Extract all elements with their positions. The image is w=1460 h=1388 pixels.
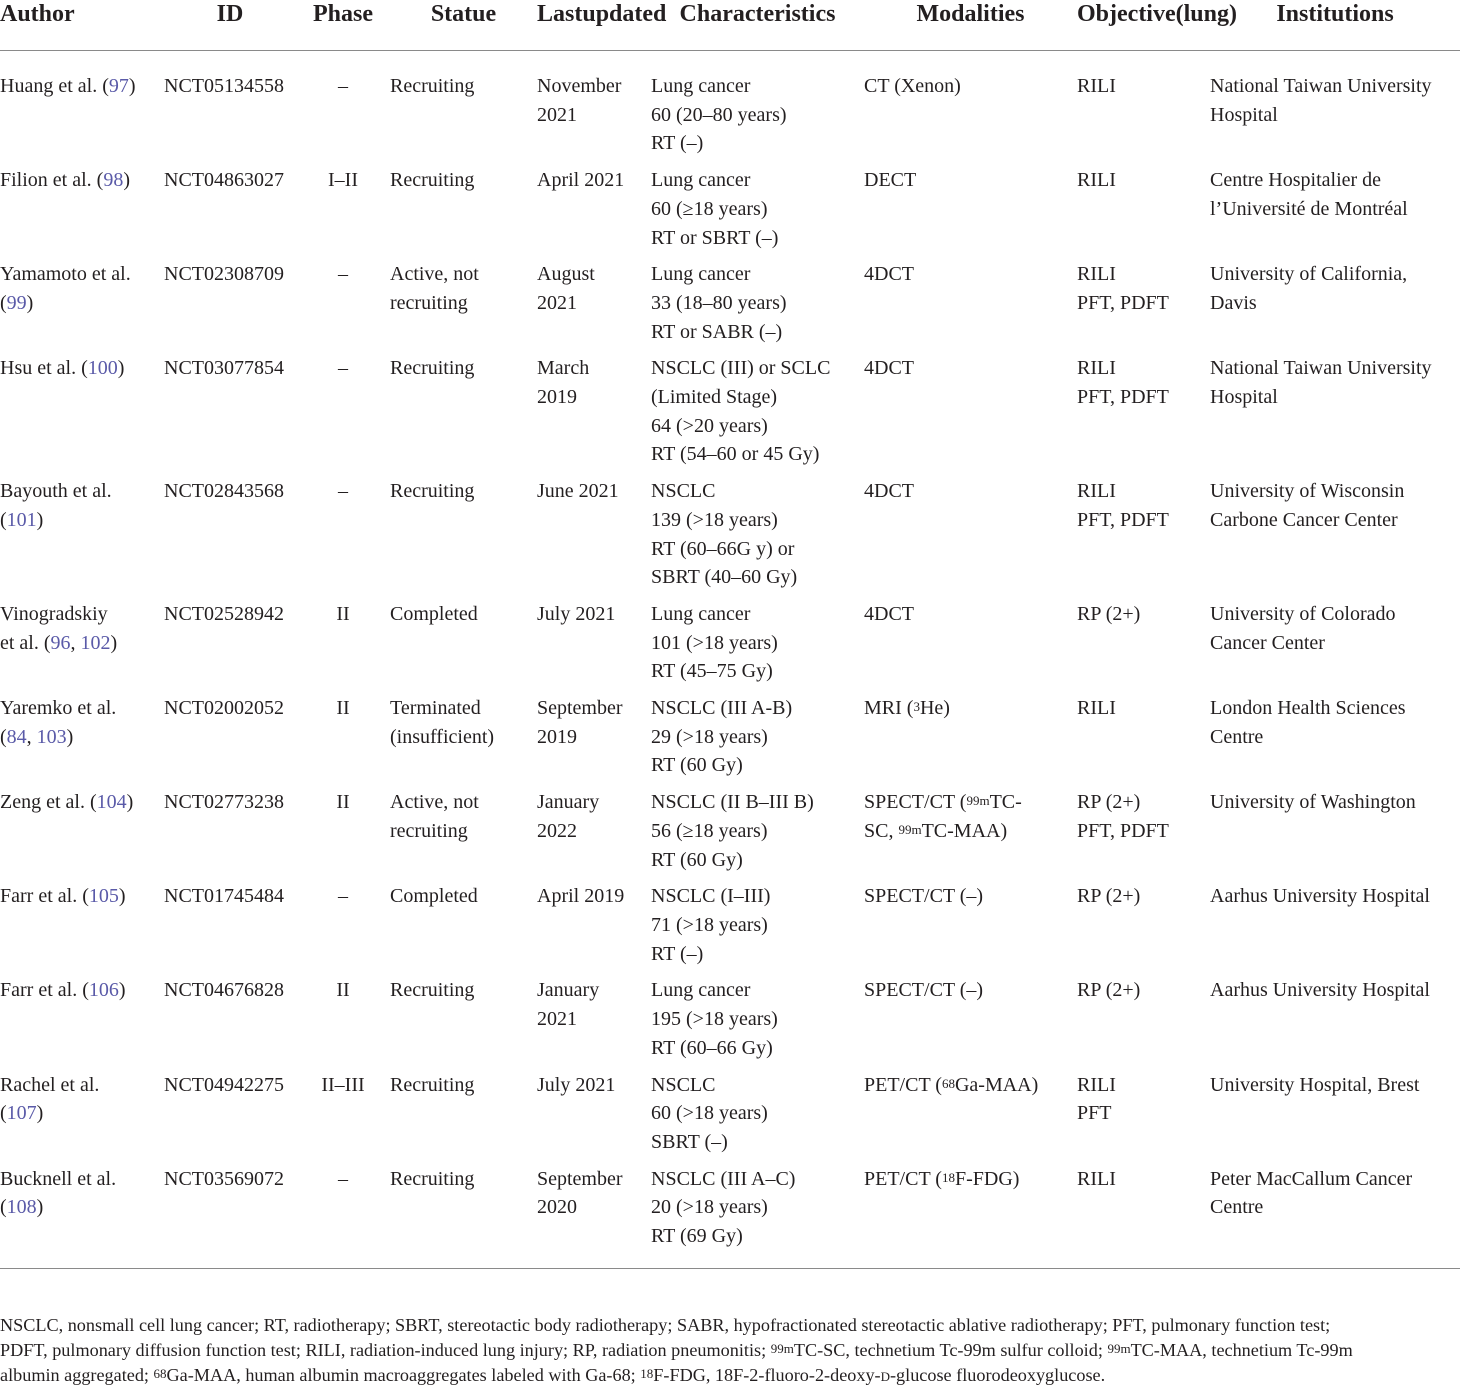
id-cell: NCT02308709 (164, 263, 284, 286)
objective-cell: RILI (1077, 75, 1116, 97)
col-id: ID (216, 1, 244, 27)
table-row (0, 600, 1460, 694)
author-cell: Vinogradskiy et al. (96, 102) (0, 602, 118, 654)
characteristics-cell: Lung cancer 33 (18–80 years) RT or SABR (–) (651, 263, 787, 343)
modality-cell: SPECT/CT (–) (864, 885, 984, 908)
phase-cell: II (336, 791, 350, 814)
col-objective: Objective(lung) (1077, 1, 1237, 27)
table-row (0, 1165, 1460, 1269)
col-modalities: Modalities (916, 1, 1025, 27)
characteristics-cell: Lung cancer 60 (≥18 years) RT or SBRT (–) (651, 169, 779, 249)
updated-cell: March 2019 (537, 357, 590, 409)
id-cell: NCT04942275 (164, 1073, 284, 1096)
table-row (0, 976, 1460, 1070)
table-row (0, 166, 1460, 260)
phase-cell: I–II (328, 169, 358, 192)
reference-link[interactable]: 96 (50, 631, 71, 654)
table-row (0, 354, 1460, 477)
col-characteristics: Characteristics (679, 1, 836, 27)
institution-cell: University of Wisconsin Carbone Cancer Center (1210, 480, 1405, 531)
phase-cell: – (338, 885, 348, 908)
institution-cell: Centre Hospitalier de l’Université de Montréal (1210, 169, 1408, 220)
characteristics-cell: NSCLC (III A–C) 20 (>18 years) RT (69 Gy) (651, 1167, 796, 1248)
reference-link[interactable]: 108 (6, 1196, 37, 1219)
col-institutions: Institutions (1276, 1, 1394, 27)
footnote-line: NSCLC, nonsmall cell lung cancer; RT, radiotherapy; SBRT, stereotactic body radiotherapy; SABR, hypofractionated stereotactic ablative radiotherapy; PFT, pulmonary function test; (0, 1315, 1331, 1335)
statue-cell: Active, not recruiting (390, 791, 479, 842)
author-cell: Farr et al. (106) (0, 979, 126, 1002)
characteristics-cell: Lung cancer 60 (20–80 years) RT (–) (651, 75, 787, 155)
id-cell: NCT02773238 (164, 791, 284, 814)
modality-cell: CT (Xenon) (864, 75, 961, 97)
footnote-line: albumin aggregated; $^{68}$Ga-MAA, human albumin macroaggregates labeled with Ga-68; $^{18}$F-FDG, 18F-2-fluoro-2-deoxy-d-glucose fluorodeoxyglucose. (0, 1365, 1106, 1385)
statue-cell: Recruiting (390, 75, 475, 97)
table-row (0, 882, 1460, 976)
col-statue: Statue (430, 1, 497, 27)
institution-cell: Peter MacCallum Cancer Centre (1210, 1167, 1413, 1219)
characteristics-cell: NSCLC (II B–III B) 56 (≥18 years) RT (60 Gy) (651, 791, 814, 871)
updated-cell: January 2021 (537, 979, 600, 1031)
modality-cell: PET/CT ($^{18}$F-FDG) (864, 1167, 1020, 1190)
col-last-updated: Lastupdated (537, 1, 667, 27)
characteristics-cell: Lung cancer 101 (>18 years) RT (45–75 Gy) (651, 602, 778, 683)
updated-cell: July 2021 (537, 602, 616, 625)
phase-cell: – (338, 480, 348, 503)
institution-cell: University of Washington (1210, 791, 1416, 814)
statue-cell: Active, not recruiting (390, 263, 479, 314)
reference-link[interactable]: 104 (96, 791, 127, 814)
author-cell: Bucknell et al. (108) (0, 1167, 117, 1219)
updated-cell: August 2021 (537, 263, 595, 314)
objective-cell: RILI PFT, PDFT (1077, 263, 1169, 314)
phase-cell: – (338, 1167, 348, 1190)
author-cell: Farr et al. (105) (0, 885, 126, 908)
phase-cell: – (338, 75, 348, 97)
id-cell: NCT02843568 (164, 480, 284, 503)
characteristics-cell: NSCLC (I–III) 71 (>18 years) RT (–) (651, 885, 771, 965)
author-cell: Yaremko et al. (84, 103) (0, 697, 117, 748)
statue-cell: Completed (390, 602, 478, 625)
id-cell: NCT04676828 (164, 979, 284, 1002)
objective-cell: RP (2+) PFT, PDFT (1077, 791, 1169, 842)
author-cell: Hsu et al. (100) (0, 357, 125, 380)
col-phase: Phase (313, 1, 373, 27)
statue-cell: Recruiting (390, 169, 475, 192)
updated-cell: April 2021 (537, 169, 625, 192)
statue-cell: Terminated (insufficient) (390, 697, 495, 748)
author-cell: Zeng et al. (104) (0, 791, 134, 814)
phase-cell: – (338, 357, 348, 380)
institution-cell: University Hospital, Brest (1210, 1073, 1420, 1096)
updated-cell: November 2021 (537, 75, 622, 126)
author-cell: Bayouth et al. (101) (0, 480, 112, 531)
objective-cell: RILI (1077, 1167, 1116, 1190)
reference-link[interactable]: 99 (6, 291, 27, 314)
modality-cell: 4DCT (864, 357, 914, 380)
phase-cell: II (336, 697, 350, 720)
modality-cell: DECT (864, 169, 917, 192)
phase-cell: II (336, 602, 350, 625)
id-cell: NCT03569072 (164, 1167, 284, 1190)
characteristics-cell: NSCLC 60 (>18 years) SBRT (–) (651, 1073, 768, 1153)
author-cell: Huang et al. (97) (0, 75, 136, 97)
institution-cell: University of Colorado Cancer Center (1210, 602, 1396, 654)
id-cell: NCT04863027 (164, 169, 284, 192)
updated-cell: July 2021 (537, 1073, 616, 1096)
modality-cell: PET/CT ($^{68}$Ga-MAA) (864, 1073, 1039, 1096)
phase-cell: II–III (321, 1073, 365, 1096)
institution-cell: University of California, Davis (1210, 263, 1408, 314)
modality-cell: 4DCT (864, 480, 914, 503)
updated-cell: January 2022 (537, 791, 600, 842)
reference-link[interactable]: 100 (87, 357, 118, 380)
table-row (0, 694, 1460, 788)
id-cell: NCT02002052 (164, 697, 284, 720)
statue-cell: Completed (390, 885, 478, 908)
reference-link[interactable]: 101 (6, 508, 37, 531)
updated-cell: September 2019 (537, 697, 623, 748)
reference-link[interactable]: 107 (6, 1102, 37, 1125)
table-row (0, 1071, 1460, 1165)
statue-cell: Recruiting (390, 1073, 475, 1096)
reference-link[interactable]: 103 (36, 725, 67, 748)
id-cell: NCT05134558 (164, 75, 284, 97)
header-row (0, 0, 1460, 51)
statue-cell: Recruiting (390, 480, 475, 503)
phase-cell: – (338, 263, 348, 286)
modality-cell: 4DCT (864, 263, 914, 286)
modality-cell: 4DCT (864, 602, 914, 625)
reference-link[interactable]: 105 (88, 885, 119, 908)
updated-cell: June 2021 (537, 480, 619, 503)
institution-cell: Aarhus University Hospital (1210, 885, 1430, 908)
characteristics-cell: Lung cancer 195 (>18 years) RT (60–66 Gy) (651, 979, 778, 1059)
footnote-line: PDFT, pulmonary diffusion function test; RILI, radiation-induced lung injury; RP, radiation pneumonitis; $^{99m}$TC-SC, technetium Tc-99m sulfur colloid; $^{99m}$TC-MAA, technetium Tc-99m (0, 1340, 1353, 1360)
statue-cell: Recruiting (390, 979, 475, 1002)
institution-cell: National Taiwan University Hospital (1210, 75, 1432, 126)
statue-cell: Recruiting (390, 1167, 475, 1190)
objective-cell: RP (2+) (1077, 885, 1141, 908)
phase-cell: II (336, 979, 350, 1002)
institution-cell: National Taiwan University Hospital (1210, 357, 1432, 409)
objective-cell: RILI PFT (1077, 1073, 1116, 1125)
reference-link[interactable]: 98 (103, 169, 124, 192)
objective-cell: RILI PFT, PDFT (1077, 357, 1169, 409)
table-row (0, 477, 1460, 600)
objective-cell: RILI (1077, 697, 1116, 720)
reference-link[interactable]: 97 (108, 75, 129, 97)
characteristics-cell: NSCLC (III) or SCLC (Limited Stage) 64 (>20 years) RT (54–60 or 45 Gy) (651, 357, 831, 466)
reference-link[interactable]: 106 (88, 979, 119, 1002)
table-row (0, 51, 1460, 167)
table-footnote (0, 1313, 1460, 1388)
modality-cell: SPECT/CT (–) (864, 979, 984, 1002)
id-cell: NCT02528942 (164, 602, 284, 625)
updated-cell: September 2020 (537, 1167, 623, 1219)
reference-link[interactable]: 84 (6, 725, 27, 748)
characteristics-cell: NSCLC 139 (>18 years) RT (60–66G y) or SBRT (40–60 Gy) (651, 480, 798, 589)
table-row (0, 788, 1460, 882)
author-cell: Yamamoto et al. (99) (0, 263, 131, 314)
id-cell: NCT01745484 (164, 885, 284, 908)
objective-cell: RP (2+) (1077, 979, 1141, 1002)
objective-cell: RILI (1077, 169, 1116, 192)
author-cell: Filion et al. (98) (0, 169, 130, 192)
author-cell: Rachel et al. (107) (0, 1073, 100, 1125)
modality-cell: SPECT/CT ($^{99m}$TC- SC, $^{99m}$TC-MAA) (864, 791, 1022, 842)
institution-cell: London Health Sciences Centre (1210, 697, 1406, 748)
modality-cell: MRI ($^3$He) (864, 697, 950, 720)
characteristics-cell: NSCLC (III A-B) 29 (>18 years) RT (60 Gy) (651, 697, 793, 777)
id-cell: NCT03077854 (164, 357, 284, 380)
objective-cell: RP (2+) (1077, 602, 1141, 625)
col-author: Author (0, 1, 75, 27)
objective-cell: RILI PFT, PDFT (1077, 480, 1169, 531)
updated-cell: April 2019 (537, 885, 625, 908)
table-row (0, 260, 1460, 354)
institution-cell: Aarhus University Hospital (1210, 979, 1430, 1002)
statue-cell: Recruiting (390, 357, 475, 380)
reference-link[interactable]: 102 (80, 631, 111, 654)
